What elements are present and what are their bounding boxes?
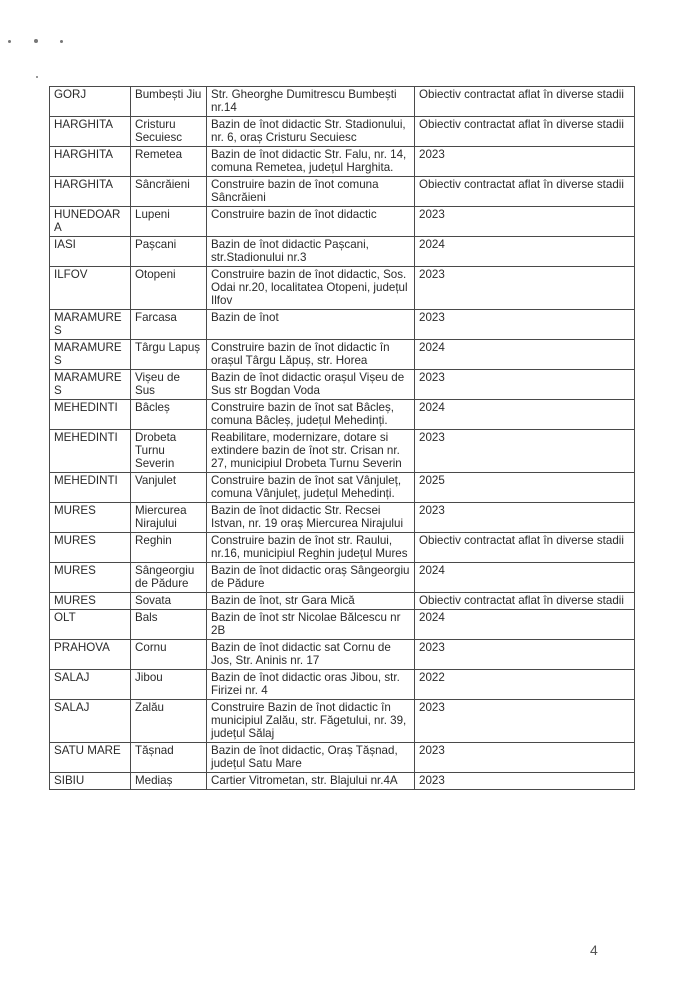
status-cell: Obiectiv contractat aflat în diverse stadii (415, 117, 635, 147)
scan-speck (8, 40, 11, 43)
project-cell: Bazin de înot didactic Str. Recsei Istvan, nr. 19 oraș Miercurea Nirajului (207, 503, 415, 533)
locality-cell: Pașcani (131, 237, 207, 267)
status-cell: Obiectiv contractat aflat în diverse stadii (415, 177, 635, 207)
table-row (50, 743, 635, 773)
locality-cell: Bâcleș (131, 400, 207, 430)
locality-cell: Sâncrăieni (131, 177, 207, 207)
county-cell: PRAHOVA (50, 640, 131, 670)
project-cell: Bazin de înot (207, 310, 415, 340)
status-cell: 2024 (415, 400, 635, 430)
project-cell: Bazin de înot didactic Str. Stadionului, nr. 6, oraș Cristuru Secuiesc (207, 117, 415, 147)
status-cell: 2024 (415, 610, 635, 640)
table-row (50, 87, 635, 117)
locality-cell: Farcasa (131, 310, 207, 340)
locality-cell: Mediaș (131, 773, 207, 790)
locality-cell: Cristuru Secuiesc (131, 117, 207, 147)
status-cell: 2023 (415, 207, 635, 237)
project-cell: Bazin de înot str Nicolae Bălcescu nr 2B (207, 610, 415, 640)
locality-cell: Tășnad (131, 743, 207, 773)
county-cell: IASI (50, 237, 131, 267)
county-cell: MURES (50, 533, 131, 563)
status-cell: 2024 (415, 340, 635, 370)
status-cell: 2023 (415, 503, 635, 533)
status-cell: 2023 (415, 370, 635, 400)
locality-cell: Reghin (131, 533, 207, 563)
table-row (50, 670, 635, 700)
table-row (50, 533, 635, 563)
status-cell: 2022 (415, 670, 635, 700)
scan-speck (60, 40, 63, 43)
status-cell: 2024 (415, 237, 635, 267)
project-cell: Bazin de înot didactic, Oraș Tășnad, județul Satu Mare (207, 743, 415, 773)
county-cell: MURES (50, 503, 131, 533)
table-row (50, 473, 635, 503)
table-row (50, 237, 635, 267)
table-row (50, 267, 635, 310)
project-cell: Construire Bazin de înot didactic în municipiul Zalău, str. Făgetului, nr. 39, județul Sălaj (207, 700, 415, 743)
locality-cell: Cornu (131, 640, 207, 670)
locality-cell: Jibou (131, 670, 207, 700)
project-cell: Bazin de înot didactic Pașcani, str.Stadionului nr.3 (207, 237, 415, 267)
table-row (50, 147, 635, 177)
project-cell: Bazin de înot, str Gara Mică (207, 593, 415, 610)
table-row (50, 177, 635, 207)
county-cell: MARAMURES (50, 370, 131, 400)
status-cell: 2023 (415, 640, 635, 670)
project-cell: Reabilitare, modernizare, dotare si extindere bazin de înot str. Crisan nr. 27, municipiul Drobeta Turnu Severin (207, 430, 415, 473)
status-cell: 2024 (415, 563, 635, 593)
county-cell: MEHEDINTI (50, 430, 131, 473)
table-row (50, 563, 635, 593)
status-cell: 2023 (415, 147, 635, 177)
table-row (50, 593, 635, 610)
project-cell: Construire bazin de înot str. Raului, nr.16, municipiul Reghin județul Mures (207, 533, 415, 563)
locality-cell: Lupeni (131, 207, 207, 237)
table-row (50, 610, 635, 640)
project-cell: Construire bazin de înot didactic în orașul Târgu Lăpuș, str. Horea (207, 340, 415, 370)
county-cell: HARGHITA (50, 147, 131, 177)
locality-cell: Sângeorgiu de Pădure (131, 563, 207, 593)
status-cell: 2023 (415, 773, 635, 790)
table-row (50, 340, 635, 370)
project-cell: Construire bazin de înot sat Bâcleș, comuna Bâcleș, județul Mehedinți. (207, 400, 415, 430)
project-cell: Construire bazin de înot sat Vânjuleț, comuna Vânjuleț, județul Mehedinți. (207, 473, 415, 503)
project-cell: Construire bazin de înot didactic (207, 207, 415, 237)
table-row (50, 310, 635, 340)
table-row (50, 400, 635, 430)
county-cell: HARGHITA (50, 177, 131, 207)
status-cell: 2023 (415, 700, 635, 743)
locality-cell: Zalău (131, 700, 207, 743)
locality-cell: Miercurea Nirajului (131, 503, 207, 533)
table-row (50, 773, 635, 790)
project-cell: Construire bazin de înot didactic, Sos. Odai nr.20, localitatea Otopeni, județul Ilfov (207, 267, 415, 310)
status-cell: 2023 (415, 310, 635, 340)
table-row (50, 640, 635, 670)
locality-cell: Drobeta Turnu Severin (131, 430, 207, 473)
county-cell: ILFOV (50, 267, 131, 310)
table-row (50, 700, 635, 743)
county-cell: MEHEDINTI (50, 473, 131, 503)
county-cell: MARAMURES (50, 310, 131, 340)
status-cell: Obiectiv contractat aflat în diverse stadii (415, 87, 635, 117)
county-cell: MARAMURES (50, 340, 131, 370)
table-body (50, 87, 635, 790)
locality-cell: Bumbești Jiu (131, 87, 207, 117)
county-cell: SALAJ (50, 700, 131, 743)
locality-cell: Sovata (131, 593, 207, 610)
county-cell: HARGHITA (50, 117, 131, 147)
locality-cell: Vișeu de Sus (131, 370, 207, 400)
county-cell: HUNEDOARA (50, 207, 131, 237)
locality-cell: Otopeni (131, 267, 207, 310)
project-cell: Bazin de înot didactic orașul Vișeu de Sus str Bogdan Voda (207, 370, 415, 400)
table-row (50, 117, 635, 147)
county-cell: SIBIU (50, 773, 131, 790)
project-cell: Bazin de înot didactic oras Jibou, str. Firizei nr. 4 (207, 670, 415, 700)
project-cell: Bazin de înot didactic sat Cornu de Jos, Str. Aninis nr. 17 (207, 640, 415, 670)
scan-speck (36, 76, 38, 78)
status-cell: 2025 (415, 473, 635, 503)
status-cell: Obiectiv contractat aflat în diverse stadii (415, 593, 635, 610)
locality-cell: Bals (131, 610, 207, 640)
swimming-pool-projects-table (49, 86, 635, 790)
status-cell: 2023 (415, 430, 635, 473)
project-cell: Bazin de înot didactic oraș Sângeorgiu de Pădure (207, 563, 415, 593)
table-row (50, 207, 635, 237)
county-cell: SALAJ (50, 670, 131, 700)
status-cell: 2023 (415, 743, 635, 773)
scan-speck (34, 39, 38, 43)
project-cell: Construire bazin de înot comuna Sâncrăieni (207, 177, 415, 207)
table-row (50, 503, 635, 533)
table-row (50, 370, 635, 400)
project-cell: Str. Gheorghe Dumitrescu Bumbești nr.14 (207, 87, 415, 117)
locality-cell: Târgu Lapuș (131, 340, 207, 370)
project-cell: Cartier Vitrometan, str. Blajului nr.4A (207, 773, 415, 790)
county-cell: OLT (50, 610, 131, 640)
county-cell: GORJ (50, 87, 131, 117)
county-cell: SATU MARE (50, 743, 131, 773)
project-cell: Bazin de înot didactic Str. Falu, nr. 14, comuna Remetea, județul Harghita. (207, 147, 415, 177)
locality-cell: Remetea (131, 147, 207, 177)
page-number: 4 (590, 942, 598, 958)
status-cell: 2023 (415, 267, 635, 310)
county-cell: MURES (50, 563, 131, 593)
county-cell: MURES (50, 593, 131, 610)
table-row (50, 430, 635, 473)
status-cell: Obiectiv contractat aflat în diverse stadii (415, 533, 635, 563)
locality-cell: Vanjulet (131, 473, 207, 503)
county-cell: MEHEDINTI (50, 400, 131, 430)
